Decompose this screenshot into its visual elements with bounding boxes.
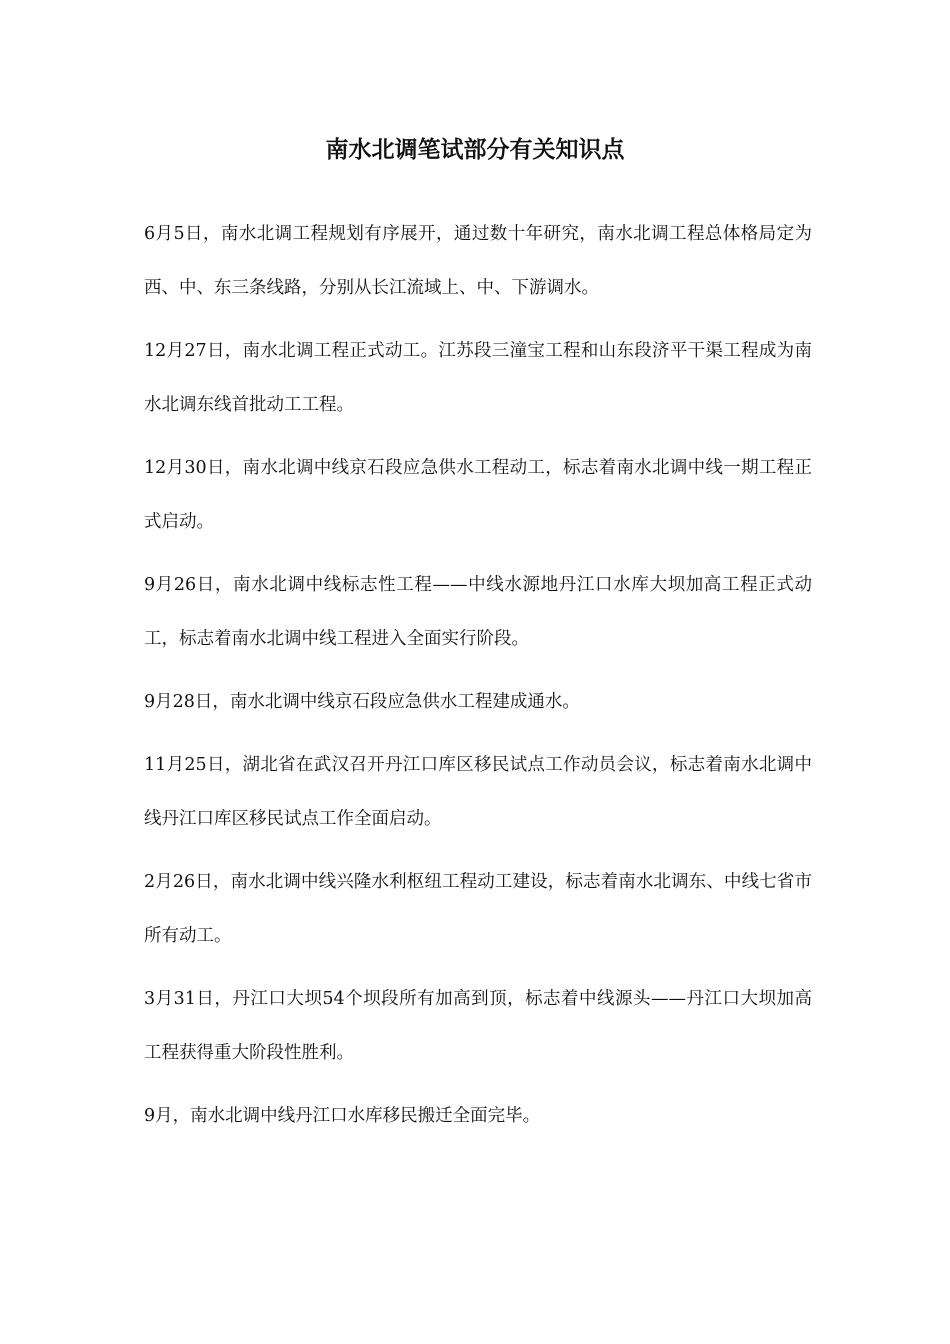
paragraph: 9月26日，南水北调中线标志性工程——中线水源地丹江口水库大坝加高工程正式动工，标志着南水北调中线工程进入全面实行阶段。 [144,575,812,649]
paragraph: 12月30日，南水北调中线京石段应急供水工程动工，标志着南水北调中线一期工程正式启动。 [144,458,812,532]
paragraph: 11月25日，湖北省在武汉召开丹江口库区移民试点工作动员会议，标志着南水北调中线丹江口库区移民试点工作全面启动。 [144,755,812,829]
paragraph: 12月27日，南水北调工程正式动工。江苏段三潼宝工程和山东段济平干渠工程成为南水北调东线首批动工工程。 [144,341,812,415]
paragraph: 9月28日，南水北调中线京石段应急供水工程建成通水。 [144,692,580,712]
document-title: 南水北调笔试部分有关知识点 [325,136,625,163]
paragraph: 6月5日，南水北调工程规划有序展开，通过数十年研究，南水北调工程总体格局定为西、中、东三条线路，分别从长江流域上、中、下游调水。 [144,224,812,298]
paragraph: 2月26日，南水北调中线兴隆水利枢纽工程动工建设，标志着南水北调东、中线七省市所有动工。 [144,872,812,946]
paragraph: 9月，南水北调中线丹江口水库移民搬迁全面完毕。 [144,1106,541,1126]
paragraph: 3月31日，丹江口大坝54个坝段所有加高到顶，标志着中线源头——丹江口大坝加高工程获得重大阶段性胜利。 [144,989,812,1063]
document-body [144,207,812,1152]
